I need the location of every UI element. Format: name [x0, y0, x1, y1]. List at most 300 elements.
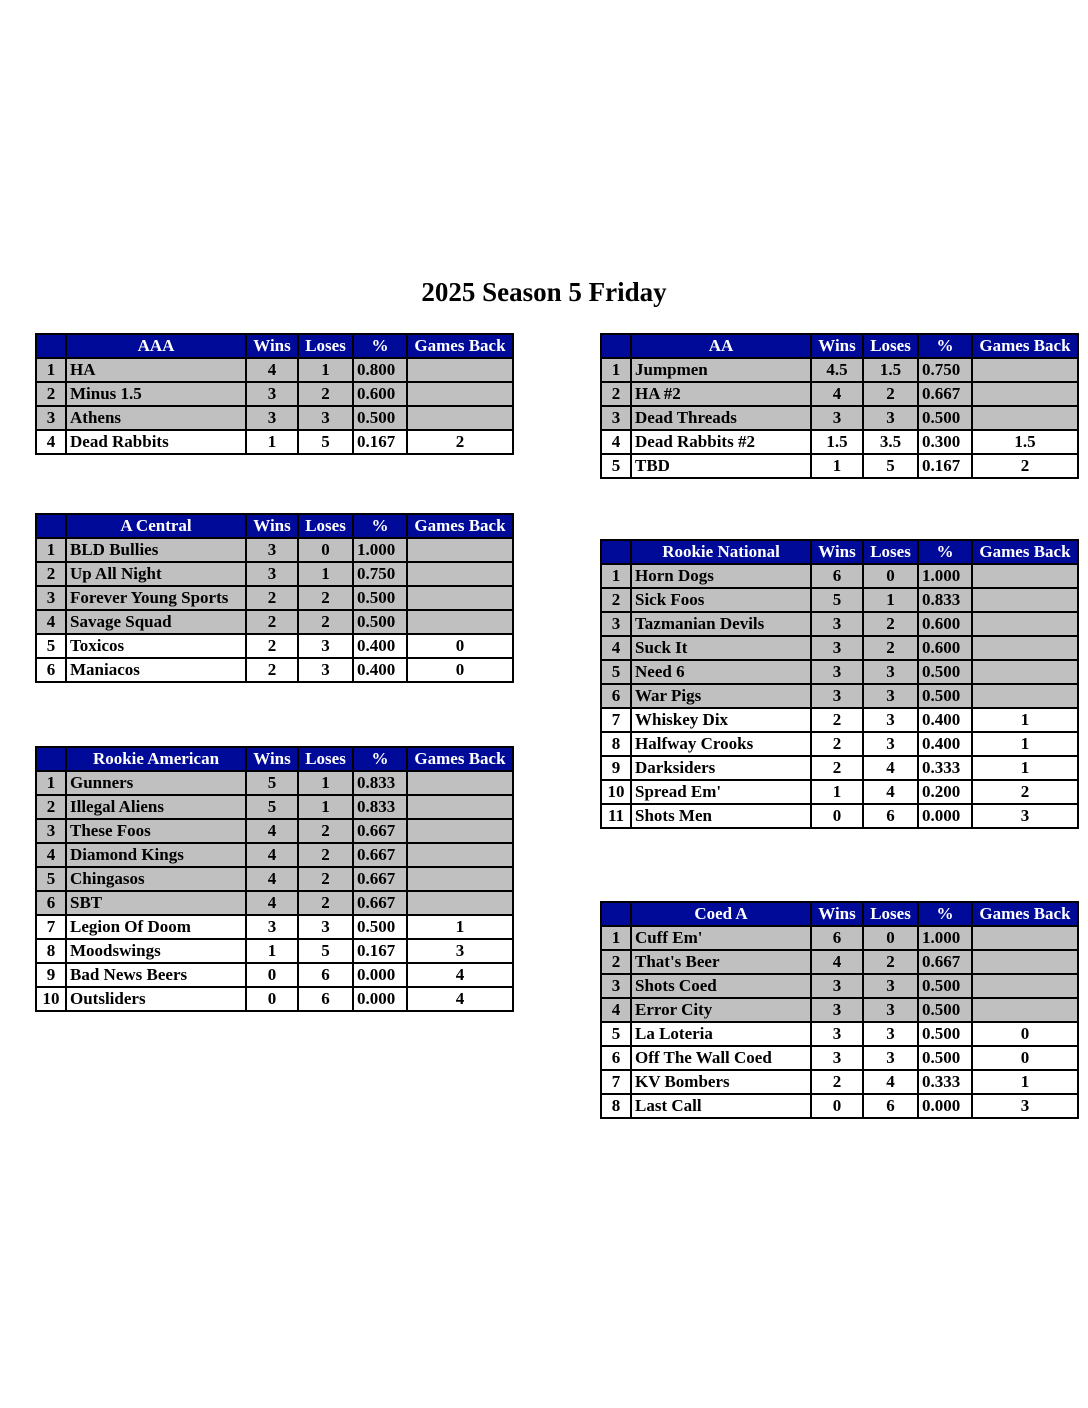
- games-back-cell: 1: [972, 1070, 1078, 1094]
- wins-header: Wins: [246, 747, 298, 771]
- games-back-cell: [972, 684, 1078, 708]
- wins-cell: 1: [246, 939, 298, 963]
- standings-table-rookie-national: [600, 539, 1079, 829]
- team-name-cell: Bad News Beers: [66, 963, 246, 987]
- loses-cell: 2: [298, 867, 353, 891]
- table-row: [601, 926, 1078, 950]
- pct-header: %: [353, 514, 407, 538]
- games-back-cell: [407, 771, 513, 795]
- wins-cell: 1: [811, 780, 863, 804]
- loses-cell: 3: [298, 658, 353, 682]
- games-back-header: Games Back: [407, 334, 513, 358]
- rank-cell: 5: [36, 634, 66, 658]
- loses-cell: 3: [863, 684, 918, 708]
- games-back-cell: [972, 588, 1078, 612]
- team-name-cell: Tazmanian Devils: [631, 612, 811, 636]
- table-row: [36, 610, 513, 634]
- team-name-cell: Maniacos: [66, 658, 246, 682]
- rank-cell: 10: [601, 780, 631, 804]
- wins-cell: 3: [811, 612, 863, 636]
- loses-cell: 5: [863, 454, 918, 478]
- rank-cell: 1: [36, 538, 66, 562]
- loses-cell: 2: [298, 843, 353, 867]
- team-name-cell: Shots Coed: [631, 974, 811, 998]
- table-row: [36, 867, 513, 891]
- pct-cell: 0.667: [353, 843, 407, 867]
- table-row: [36, 915, 513, 939]
- wins-cell: 2: [246, 586, 298, 610]
- team-name-cell: HA #2: [631, 382, 811, 406]
- games-back-cell: 1: [972, 732, 1078, 756]
- games-back-cell: [972, 564, 1078, 588]
- rank-cell: 11: [601, 804, 631, 828]
- table-row: [601, 636, 1078, 660]
- games-back-cell: 0: [972, 1046, 1078, 1070]
- loses-cell: 1: [298, 562, 353, 586]
- table-row: [36, 987, 513, 1011]
- wins-header: Wins: [811, 902, 863, 926]
- pct-cell: 0.600: [353, 382, 407, 406]
- division-header: Rookie American: [66, 747, 246, 771]
- games-back-cell: [407, 891, 513, 915]
- table-row: [36, 430, 513, 454]
- rank-cell: 5: [601, 1022, 631, 1046]
- wins-cell: 5: [246, 771, 298, 795]
- wins-cell: 3: [811, 974, 863, 998]
- games-back-cell: [972, 950, 1078, 974]
- wins-cell: 2: [246, 634, 298, 658]
- pct-cell: 0.500: [353, 915, 407, 939]
- wins-cell: 1: [811, 454, 863, 478]
- team-name-cell: Diamond Kings: [66, 843, 246, 867]
- pct-cell: 0.667: [918, 950, 972, 974]
- pct-cell: 0.667: [353, 867, 407, 891]
- games-back-cell: [972, 998, 1078, 1022]
- loses-cell: 2: [863, 382, 918, 406]
- pct-cell: 0.600: [918, 612, 972, 636]
- table-row: [601, 708, 1078, 732]
- header-row: [36, 514, 513, 538]
- table-row: [36, 406, 513, 430]
- games-back-cell: [407, 610, 513, 634]
- pct-cell: 0.750: [918, 358, 972, 382]
- pct-header: %: [353, 334, 407, 358]
- games-back-cell: 3: [972, 804, 1078, 828]
- pct-header: %: [918, 902, 972, 926]
- loses-cell: 5: [298, 430, 353, 454]
- wins-cell: 4: [246, 819, 298, 843]
- rank-cell: 1: [601, 358, 631, 382]
- standings-table-a-central: [35, 513, 514, 683]
- rank-cell: 2: [36, 562, 66, 586]
- loses-cell: 3: [863, 974, 918, 998]
- team-name-cell: Moodswings: [66, 939, 246, 963]
- wins-cell: 5: [811, 588, 863, 612]
- games-back-cell: [972, 974, 1078, 998]
- loses-cell: 2: [298, 891, 353, 915]
- rank-cell: 9: [36, 963, 66, 987]
- loses-header: Loses: [298, 747, 353, 771]
- wins-header: Wins: [811, 334, 863, 358]
- games-back-cell: 2: [407, 430, 513, 454]
- team-name-cell: Shots Men: [631, 804, 811, 828]
- rank-cell: 4: [36, 610, 66, 634]
- table-row: [601, 660, 1078, 684]
- loses-cell: 2: [863, 950, 918, 974]
- rank-cell: 5: [601, 660, 631, 684]
- table-row: [36, 658, 513, 682]
- pct-header: %: [918, 334, 972, 358]
- rank-cell: 8: [36, 939, 66, 963]
- rank-cell: 4: [601, 430, 631, 454]
- header-row: [601, 902, 1078, 926]
- rank-cell: 2: [601, 588, 631, 612]
- rank-cell: 4: [36, 843, 66, 867]
- pct-cell: 0.500: [918, 660, 972, 684]
- team-name-cell: Gunners: [66, 771, 246, 795]
- rank-cell: 6: [36, 658, 66, 682]
- table-row: [36, 358, 513, 382]
- pct-cell: 0.400: [918, 708, 972, 732]
- standings-table-aa: [600, 333, 1079, 479]
- table-row: [36, 771, 513, 795]
- division-header: AA: [631, 334, 811, 358]
- pct-cell: 0.500: [918, 1022, 972, 1046]
- rank-cell: 3: [36, 586, 66, 610]
- table-row: [601, 588, 1078, 612]
- pct-cell: 0.000: [353, 987, 407, 1011]
- wins-cell: 3: [811, 636, 863, 660]
- loses-cell: 0: [298, 538, 353, 562]
- team-name-cell: Cuff Em': [631, 926, 811, 950]
- rank-cell: 3: [601, 406, 631, 430]
- pct-cell: 0.500: [353, 586, 407, 610]
- wins-cell: 4: [246, 867, 298, 891]
- wins-cell: 2: [811, 732, 863, 756]
- wins-cell: 0: [246, 963, 298, 987]
- games-back-cell: [972, 382, 1078, 406]
- rank-cell: 10: [36, 987, 66, 1011]
- table-row: [601, 684, 1078, 708]
- team-name-cell: These Foos: [66, 819, 246, 843]
- wins-cell: 2: [811, 708, 863, 732]
- table-row: [36, 819, 513, 843]
- rank-cell: 2: [36, 795, 66, 819]
- rank-cell: 1: [36, 358, 66, 382]
- wins-cell: 3: [246, 538, 298, 562]
- table-row: [601, 382, 1078, 406]
- pct-cell: 1.000: [353, 538, 407, 562]
- team-name-cell: That's Beer: [631, 950, 811, 974]
- games-back-cell: 2: [972, 780, 1078, 804]
- team-name-cell: Up All Night: [66, 562, 246, 586]
- games-back-cell: 1: [972, 756, 1078, 780]
- loses-cell: 1: [298, 795, 353, 819]
- team-name-cell: Error City: [631, 998, 811, 1022]
- rank-cell: 1: [601, 564, 631, 588]
- loses-cell: 2: [298, 382, 353, 406]
- loses-cell: 2: [298, 819, 353, 843]
- team-name-cell: Whiskey Dix: [631, 708, 811, 732]
- wins-cell: 2: [246, 610, 298, 634]
- pct-cell: 0.300: [918, 430, 972, 454]
- games-back-cell: 3: [972, 1094, 1078, 1118]
- loses-cell: 3: [298, 634, 353, 658]
- division-header: AAA: [66, 334, 246, 358]
- pct-cell: 0.800: [353, 358, 407, 382]
- games-back-cell: 4: [407, 963, 513, 987]
- pct-header: %: [353, 747, 407, 771]
- wins-cell: 1.5: [811, 430, 863, 454]
- games-back-cell: [407, 406, 513, 430]
- wins-header: Wins: [246, 514, 298, 538]
- table-row: [36, 634, 513, 658]
- team-name-cell: Legion Of Doom: [66, 915, 246, 939]
- loses-cell: 4: [863, 1070, 918, 1094]
- table-row: [601, 732, 1078, 756]
- table-row: [601, 1070, 1078, 1094]
- pct-cell: 0.600: [918, 636, 972, 660]
- team-name-cell: Forever Young Sports: [66, 586, 246, 610]
- team-name-cell: Spread Em': [631, 780, 811, 804]
- rank-cell: 4: [601, 636, 631, 660]
- pct-cell: 0.500: [353, 610, 407, 634]
- wins-cell: 3: [811, 684, 863, 708]
- team-name-cell: TBD: [631, 454, 811, 478]
- rank-cell: 7: [601, 708, 631, 732]
- loses-cell: 1: [298, 358, 353, 382]
- division-header: Coed A: [631, 902, 811, 926]
- games-back-cell: [972, 660, 1078, 684]
- loses-header: Loses: [298, 334, 353, 358]
- rank-cell: 6: [601, 1046, 631, 1070]
- team-name-cell: HA: [66, 358, 246, 382]
- rank-cell: 7: [36, 915, 66, 939]
- loses-header: Loses: [863, 334, 918, 358]
- wins-cell: 0: [246, 987, 298, 1011]
- pct-cell: 0.833: [353, 771, 407, 795]
- wins-cell: 2: [811, 756, 863, 780]
- table-row: [36, 963, 513, 987]
- loses-cell: 1: [298, 771, 353, 795]
- pct-cell: 0.400: [353, 658, 407, 682]
- team-name-cell: Halfway Crooks: [631, 732, 811, 756]
- team-name-cell: Last Call: [631, 1094, 811, 1118]
- table-row: [36, 382, 513, 406]
- team-name-cell: La Loteria: [631, 1022, 811, 1046]
- loses-header: Loses: [298, 514, 353, 538]
- loses-cell: 3: [863, 1022, 918, 1046]
- table-row: [36, 891, 513, 915]
- pct-cell: 0.400: [353, 634, 407, 658]
- pct-header: %: [918, 540, 972, 564]
- rank-cell: 6: [36, 891, 66, 915]
- pct-cell: 0.000: [353, 963, 407, 987]
- games-back-cell: [972, 612, 1078, 636]
- header-row: [601, 334, 1078, 358]
- rank-cell: 2: [601, 382, 631, 406]
- rank-cell: 3: [601, 974, 631, 998]
- loses-cell: 3: [863, 660, 918, 684]
- table-row: [601, 804, 1078, 828]
- games-back-cell: [407, 562, 513, 586]
- loses-cell: 0: [863, 564, 918, 588]
- games-back-header: Games Back: [972, 902, 1078, 926]
- games-back-cell: 1.5: [972, 430, 1078, 454]
- wins-cell: 3: [811, 1046, 863, 1070]
- pct-cell: 0.667: [918, 382, 972, 406]
- team-name-cell: Dead Threads: [631, 406, 811, 430]
- table-row: [601, 358, 1078, 382]
- table-row: [36, 586, 513, 610]
- pct-cell: 0.500: [918, 974, 972, 998]
- team-name-cell: Suck It: [631, 636, 811, 660]
- header-row: [36, 747, 513, 771]
- games-back-cell: 3: [407, 939, 513, 963]
- table-row: [601, 950, 1078, 974]
- division-header: A Central: [66, 514, 246, 538]
- games-back-cell: [407, 843, 513, 867]
- games-back-cell: 0: [972, 1022, 1078, 1046]
- wins-cell: 3: [246, 562, 298, 586]
- table-row: [601, 1094, 1078, 1118]
- standings-table-coed-a: [600, 901, 1079, 1119]
- games-back-header: Games Back: [407, 747, 513, 771]
- games-back-cell: 1: [972, 708, 1078, 732]
- header-row: [601, 540, 1078, 564]
- rank-cell: 1: [601, 926, 631, 950]
- pct-cell: 0.833: [353, 795, 407, 819]
- pct-cell: 0.333: [918, 756, 972, 780]
- rank-cell: 2: [601, 950, 631, 974]
- table-row: [36, 939, 513, 963]
- loses-cell: 3: [863, 732, 918, 756]
- wins-cell: 4: [246, 891, 298, 915]
- pct-cell: 0.167: [918, 454, 972, 478]
- wins-cell: 3: [246, 406, 298, 430]
- loses-cell: 2: [863, 636, 918, 660]
- wins-cell: 3: [246, 915, 298, 939]
- games-back-cell: [407, 586, 513, 610]
- games-back-header: Games Back: [972, 540, 1078, 564]
- wins-cell: 4.5: [811, 358, 863, 382]
- games-back-cell: 4: [407, 987, 513, 1011]
- loses-cell: 3: [863, 708, 918, 732]
- team-name-cell: Chingasos: [66, 867, 246, 891]
- loses-cell: 3: [863, 406, 918, 430]
- team-name-cell: Illegal Aliens: [66, 795, 246, 819]
- loses-cell: 1: [863, 588, 918, 612]
- games-back-header: Games Back: [407, 514, 513, 538]
- rank-header: [601, 334, 631, 358]
- rank-cell: 1: [36, 771, 66, 795]
- table-row: [601, 974, 1078, 998]
- loses-cell: 2: [298, 586, 353, 610]
- team-name-cell: Athens: [66, 406, 246, 430]
- table-row: [36, 562, 513, 586]
- team-name-cell: Off The Wall Coed: [631, 1046, 811, 1070]
- pct-cell: 0.000: [918, 1094, 972, 1118]
- pct-cell: 0.400: [918, 732, 972, 756]
- rank-cell: 3: [36, 406, 66, 430]
- table-row: [601, 998, 1078, 1022]
- games-back-cell: [407, 358, 513, 382]
- header-row: [36, 334, 513, 358]
- games-back-cell: 0: [407, 658, 513, 682]
- pct-cell: 0.200: [918, 780, 972, 804]
- games-back-cell: [407, 867, 513, 891]
- table-row: [601, 406, 1078, 430]
- loses-cell: 6: [863, 804, 918, 828]
- rank-cell: 8: [601, 1094, 631, 1118]
- rank-cell: 8: [601, 732, 631, 756]
- team-name-cell: Need 6: [631, 660, 811, 684]
- rank-cell: 9: [601, 756, 631, 780]
- pct-cell: 1.000: [918, 926, 972, 950]
- team-name-cell: Jumpmen: [631, 358, 811, 382]
- loses-cell: 5: [298, 939, 353, 963]
- rank-cell: 4: [601, 998, 631, 1022]
- table-row: [601, 780, 1078, 804]
- wins-header: Wins: [811, 540, 863, 564]
- team-name-cell: Toxicos: [66, 634, 246, 658]
- rank-header: [36, 334, 66, 358]
- rank-cell: 4: [36, 430, 66, 454]
- games-back-cell: [972, 406, 1078, 430]
- team-name-cell: Minus 1.5: [66, 382, 246, 406]
- table-row: [601, 454, 1078, 478]
- games-back-cell: [972, 636, 1078, 660]
- rank-cell: 6: [601, 684, 631, 708]
- pct-cell: 0.667: [353, 891, 407, 915]
- table-row: [36, 538, 513, 562]
- games-back-cell: [407, 382, 513, 406]
- table-row: [36, 843, 513, 867]
- loses-cell: 3: [863, 998, 918, 1022]
- loses-cell: 4: [863, 756, 918, 780]
- wins-cell: 3: [811, 1022, 863, 1046]
- page-title: 2025 Season 5 Friday: [421, 277, 667, 307]
- games-back-cell: [972, 358, 1078, 382]
- pct-cell: 0.833: [918, 588, 972, 612]
- standings-table-rookie-american: [35, 746, 514, 1012]
- wins-cell: 2: [811, 1070, 863, 1094]
- games-back-cell: [972, 926, 1078, 950]
- wins-header: Wins: [246, 334, 298, 358]
- pct-cell: 0.167: [353, 430, 407, 454]
- table-row: [601, 756, 1078, 780]
- team-name-cell: Savage Squad: [66, 610, 246, 634]
- pct-cell: 0.667: [353, 819, 407, 843]
- team-name-cell: BLD Bullies: [66, 538, 246, 562]
- rank-header: [36, 747, 66, 771]
- loses-cell: 2: [298, 610, 353, 634]
- table-row: [601, 1022, 1078, 1046]
- rank-header: [601, 902, 631, 926]
- pct-cell: 0.500: [918, 1046, 972, 1070]
- table-row: [601, 612, 1078, 636]
- games-back-cell: 1: [407, 915, 513, 939]
- pct-cell: 0.167: [353, 939, 407, 963]
- wins-cell: 0: [811, 1094, 863, 1118]
- pct-cell: 0.750: [353, 562, 407, 586]
- loses-cell: 2: [863, 612, 918, 636]
- team-name-cell: Horn Dogs: [631, 564, 811, 588]
- pct-cell: 0.500: [918, 406, 972, 430]
- wins-cell: 3: [246, 382, 298, 406]
- wins-cell: 6: [811, 926, 863, 950]
- team-name-cell: Darksiders: [631, 756, 811, 780]
